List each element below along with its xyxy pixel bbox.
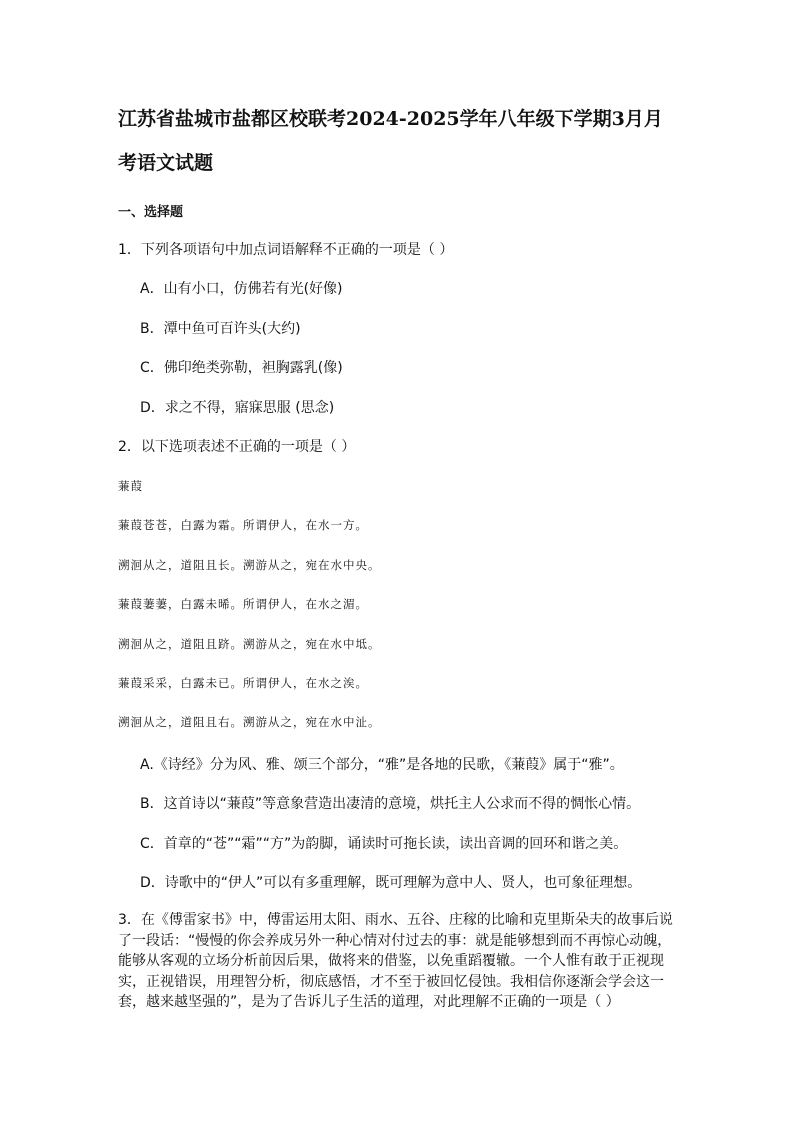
question-1-stem: 1．下列各项语句中加点词语解释不正确的一项是（ ）	[118, 242, 454, 258]
exam-title-line1: 江苏省盐城市盐都区校联考2024-2025学年八年级下学期3月月	[118, 108, 663, 130]
question-3-stem: 3．在《傅雷家书》中，傅雷运用太阳、雨水、五谷、庄稼的比喻和克里斯朵夫的故事后说了一段话：“慢慢的你会养成另外一种心情对付过去的事：就是能够想到而不再惊心动魄，能够从客观的立场分析前因后果，做将来的借鉴，以免重蹈覆辙。一个人惟有敢于正视现实，正视错误，用理智分析，彻底感悟，才不至于被回忆侵蚀。我相信你逐渐会学会这一套，越来越坚强的”，是为了告诉儿子生活的道理，对此理解不正确的一项是（ ）	[118, 912, 673, 1010]
poem-line: 溯洄从之，道阻且长。溯游从之，宛在水中央。	[118, 558, 381, 572]
poem-line: 蒹葭苍苍，白露为霜。所谓伊人，在水一方。	[118, 518, 368, 532]
question-1-option-b: B．潭中鱼可百许头(大约)	[140, 321, 301, 337]
poem-line: 溯洄从之，道阻且跻。溯游从之，宛在水中坻。	[118, 637, 381, 651]
section-heading-choice: 一、选择题	[118, 205, 184, 220]
question-2-option-d: D．诗歌中的“伊人”可以有多重理解，既可理解为意中人、贤人，也可象征理想。	[140, 875, 642, 891]
poem-line: 溯洄从之，道阻且右。溯游从之，宛在水中沚。	[118, 715, 381, 729]
question-2-option-b: B．这首诗以“蒹葭”等意象营造出凄清的意境，烘托主人公求而不得的惆怅心情。	[140, 796, 641, 812]
question-2-option-c: C．首章的“苍”“霜”“方”为韵脚，诵读时可拖长读，读出音调的回环和谐之美。	[140, 836, 628, 852]
question-1-option-c: C．佛印绝类弥勒，袒胸露乳(像)	[140, 360, 343, 376]
poem-title: 蒹葭	[118, 479, 143, 493]
question-1-option-a: A．山有小口，仿佛若有光(好像)	[140, 281, 343, 297]
question-2-stem: 2．以下选项表述不正确的一项是（ ）	[118, 439, 356, 455]
question-2-option-a: A.《诗经》分为风、雅、颂三个部分，“雅”是各地的民歌，《蒹葭》属于“雅”。	[140, 757, 624, 773]
poem-line: 蒹葭萋萋，白露未晞。所谓伊人，在水之湄。	[118, 597, 368, 611]
exam-title-line2: 考语文试题	[118, 152, 214, 174]
poem-line: 蒹葭采采，白露未已。所谓伊人，在水之涘。	[118, 676, 368, 690]
question-1-option-d: D．求之不得，寤寐思服 (思念)	[140, 400, 335, 416]
